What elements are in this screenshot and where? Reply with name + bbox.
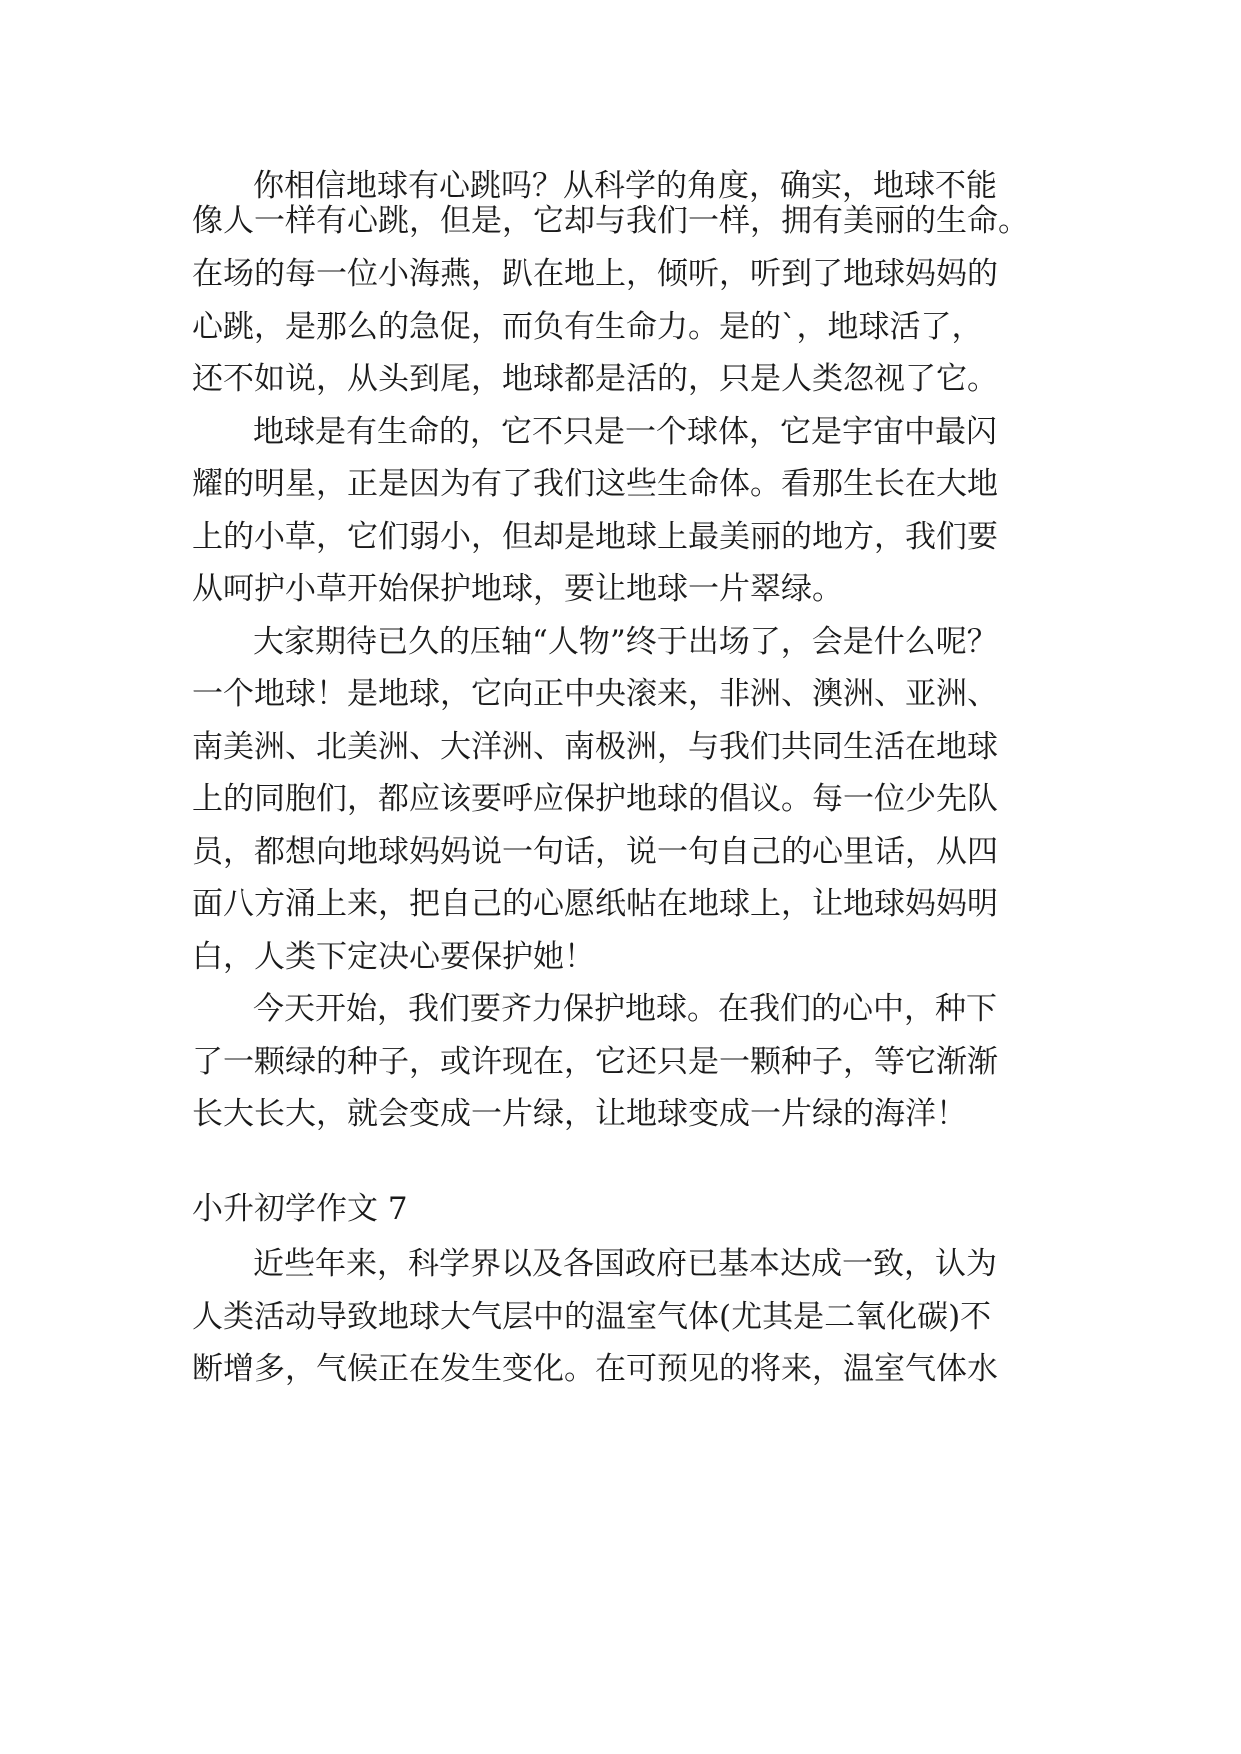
- text-line: 还不如说，从头到尾，地球都是活的，只是人类忽视了它。: [192, 361, 998, 397]
- text-line: 上的同胞们，都应该要呼应保护地球的倡议。每一位少先队: [192, 781, 998, 817]
- text-line: 断增多，气候正在发生变化。在可预见的将来，温室气体水: [192, 1351, 998, 1387]
- text-line: 员，都想向地球妈妈说一句话，说一句自己的心里话，从四: [192, 834, 998, 870]
- text-line: 地球是有生命的，它不只是一个球体，它是宇宙中最闪: [253, 414, 997, 450]
- section-heading: 小升初学作文 7: [192, 1191, 408, 1227]
- text-line: 了一颗绿的种子，或许现在，它还只是一颗种子，等它渐渐: [192, 1044, 998, 1080]
- text-line: 面八方涌上来，把自己的心愿纸帖在地球上，让地球妈妈明: [192, 886, 998, 922]
- text-line: 心跳，是那么的急促，而负有生命力。是的`，地球活了，: [192, 309, 983, 345]
- text-line: 上的小草，它们弱小，但却是地球上最美丽的地方，我们要: [192, 519, 998, 555]
- text-line: 在场的每一位小海燕，趴在地上，倾听，听到了地球妈妈的: [192, 256, 998, 292]
- text-line: 白，人类下定决心要保护她！: [192, 939, 595, 975]
- text-line: 大家期待已久的压轴“人物”终于出场了，会是什么呢？: [253, 624, 998, 660]
- text-line: 耀的明星，正是因为有了我们这些生命体。看那生长在大地: [192, 466, 998, 502]
- text-line: 南美洲、北美洲、大洋洲、南极洲，与我们共同生活在地球: [192, 729, 998, 765]
- text-line: 一个地球！是地球，它向正中央滚来，非洲、澳洲、亚洲、: [192, 676, 998, 712]
- text-line: 像人一样有心跳，但是，它却与我们一样，拥有美丽的生命。: [192, 203, 1029, 239]
- text-line: 人类活动导致地球大气层中的温室气体(尤其是二氧化碳)不: [192, 1299, 992, 1335]
- text-line: 今天开始，我们要齐力保护地球。在我们的心中，种下: [253, 991, 997, 1027]
- text-line: 你相信地球有心跳吗？从科学的角度，确实，地球不能: [253, 168, 997, 204]
- text-line: 近些年来，科学界以及各国政府已基本达成一致，认为: [253, 1246, 997, 1282]
- text-line: 长大长大，就会变成一片绿，让地球变成一片绿的海洋！: [192, 1096, 967, 1132]
- text-line: 从呵护小草开始保护地球，要让地球一片翠绿。: [192, 571, 843, 607]
